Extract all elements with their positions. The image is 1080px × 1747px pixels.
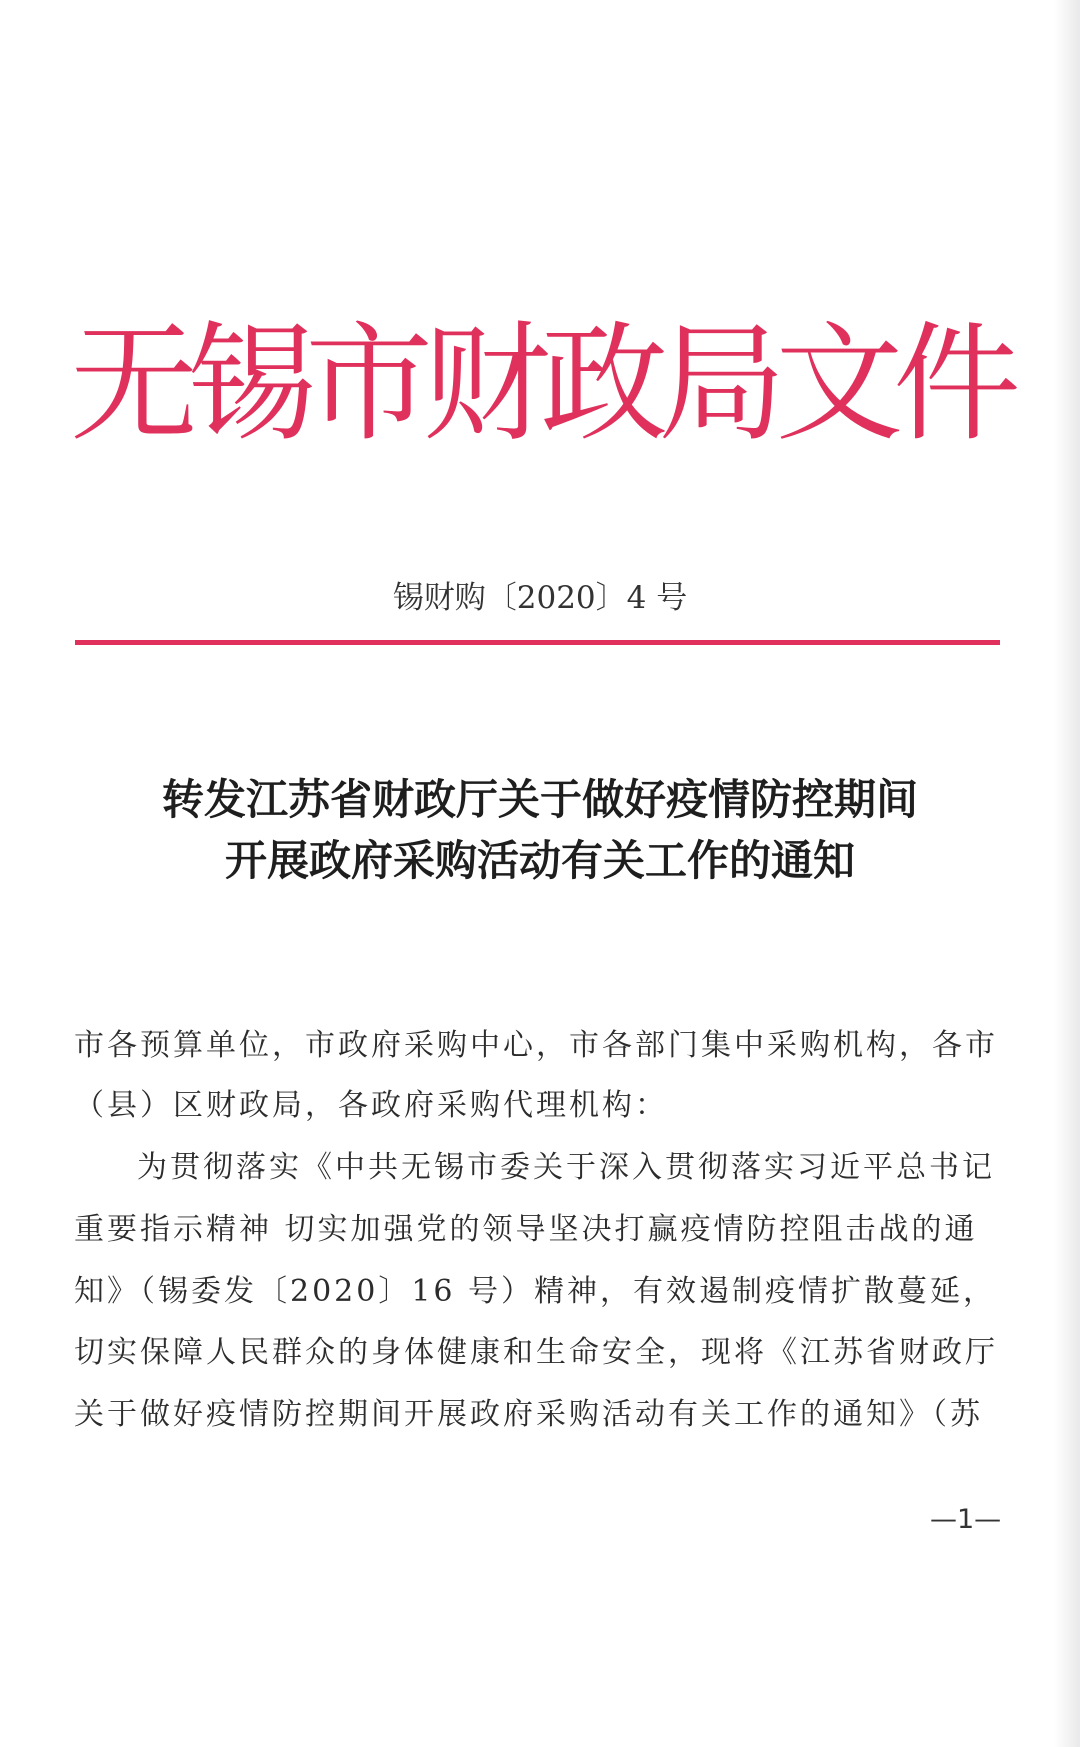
body-line-recipients-2: （县）区财政局，各政府采购代理机构： — [74, 1088, 668, 1123]
document-title-line-1: 转发江苏省财政厅关于做好疫情防控期间 — [161, 775, 918, 824]
masthead-char: 件 — [892, 310, 1021, 459]
masthead-char: 文 — [775, 310, 904, 459]
page-number: —1— — [930, 1504, 1002, 1535]
masthead-char: 锡 — [187, 310, 316, 459]
document-title-line-2: 开展政府采购活动有关工作的通知 — [224, 836, 855, 885]
masthead-char: 市 — [305, 310, 434, 459]
red-separator-line — [75, 640, 1000, 645]
masthead-char: 财 — [422, 310, 551, 459]
masthead-char: 局 — [657, 310, 786, 459]
masthead-char: 政 — [540, 310, 669, 459]
body-line-recipients-1: 市各预算单位，市政府采购中心，市各部门集中采购机构，各市 — [74, 1028, 998, 1063]
masthead-char: 无 — [70, 310, 199, 459]
body-line: 关于做好疫情防控期间开展政府采购活动有关工作的通知》（苏 — [74, 1397, 983, 1432]
body-line: 知》（锡委发〔2020〕16 号）精神，有效遏制疫情扩散蔓延， — [74, 1274, 997, 1309]
body-line: 切实保障人民群众的身体健康和生命安全，现将《江苏省财政厅 — [74, 1335, 998, 1370]
body-line: 重要指示精神 切实加强党的领导坚决打赢疫情防控阻击战的通 — [74, 1212, 978, 1247]
body-line-paragraph-start: 为贯彻落实《中共无锡市委关于深入贯彻落实习近平总书记 — [137, 1150, 995, 1185]
masthead-title — [70, 300, 1021, 470]
document-number: 锡财购〔2020〕4 号 — [392, 580, 688, 616]
